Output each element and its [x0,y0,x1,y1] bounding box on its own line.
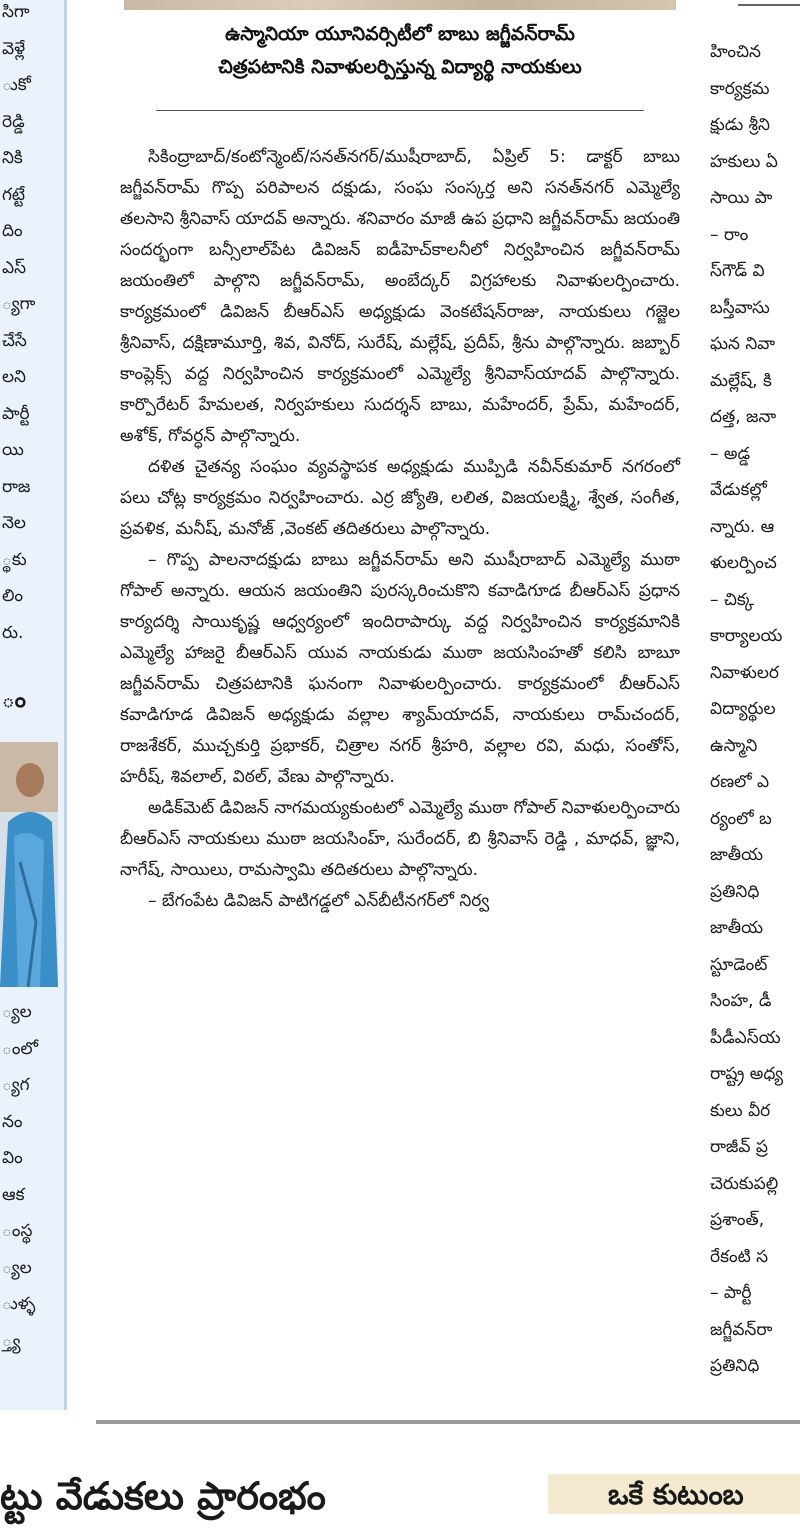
article-paragraph-1: సికింద్రాబాద్/కంటోన్మెంట్/సనత్‌నగర్/ముషీరాబాద్, ఏప్రిల్ 5: డాక్టర్ బాబు జగ్జీవన్‌రామ్ గొప్ప పరిపాలన దక్షుడు, సంఘ సంస్కర్త అని సనత్‌నగర్ ఎమ్మెల్యే తలసాని శ్రీనివాస్ యాదవ్ అన్నారు. శనివారం మాజీ ఉప ప్రధాని జగ్జీవన్‌రామ్ జయంతి సందర్భంగా బన్సీలాల్‌పేట డివిజన్ ఐడీహెచ్‌కాలనీలో నిర్వహించిన జగ్జీవన్‌రామ్ జయంతిలో పాల్గొని జగ్జీవన్‌రామ్, అంబేద్కర్ విగ్రహాలకు నివాళులర్పించారు. కార్యక్రమంలో డివిజన్ బీఆర్ఎస్ అధ్యక్షుడు వెంకటేషన్‌రాజు, నాయకులు గజ్జెల శ్రీనివాస్, దక్షిణామూర్తి, శివ, వినోద్, సురేష్, మల్లేష్, ప్రదీప్, శ్రీను పాల్గొన్నారు. జబ్బార్ కాంప్లెక్స్ వద్ద నిర్వహించిన కార్యక్రమంలో ఎమ్మెల్యే శ్రీనివాస్‌యాదవ్ పాల్గొన్నారు. కార్పొరేటర్ హేమలత, నిర్వహకులు సుదర్శన్ బాబు, మహేందర్, ప్రేమ్, మహేందర్, అశోక్, గోవర్ధన్ పాల్గొన్నారు. [120,147,680,446]
main-article-column [120,0,680,1400]
column-fragment-line: ్యల [2,1257,32,1278]
column-fragment-line: – అడ్డ [710,443,751,464]
article-paragraph-5: – బేగంపేట డివిజన్ పాటిగడ్డలో ఎన్‌బీటీనగర్‌లో నిర్వ [148,891,490,911]
left-column-fragment [0,0,67,1410]
column-fragment-line: సాయి పా [710,188,773,208]
column-fragment-line: గట్టే [2,184,26,205]
column-fragment-line: రెడ్డి [2,111,25,132]
column-fragment-line: ర్యంలో బ [710,808,772,829]
column-fragment-line: లని [2,367,26,387]
column-fragment-line: ్యగా [2,294,36,314]
woman-in-saree-photo [0,742,58,987]
side-article-header-box [548,1474,800,1514]
column-fragment-line: – రాం [710,224,749,245]
column-fragment-line: పీడీఎస్‌య [710,1027,781,1048]
column-fragment-line: రణలో ఎ [710,772,770,792]
column-fragment-line: ప్రతినిధి [710,1356,760,1376]
column-fragment-line: చేసే [2,330,27,351]
caption-line-1: ఉస్మానియా యూనివర్సిటీలో బాబు జగ్జీవన్‌రామ్ [225,23,575,45]
column-fragment-line: రాజీవ్ ప్ర [710,1137,768,1157]
caption-line-2: చిత్రపటానికి నివాళులర్పిస్తున్న విద్యార్థి నాయకులు [218,56,582,78]
column-fragment-line: దత్త, జనా [710,407,777,427]
column-fragment-line: లిం [2,586,23,606]
photo-bottom-edge [124,0,676,10]
column-fragment-line: ్యల [2,1002,32,1022]
right-column-fragment [708,0,800,1410]
column-fragment-line: ఎస్ [2,257,27,278]
column-fragment-line: ప్రశాంత్, [710,1210,765,1230]
column-fragment-line: యి [2,440,24,460]
column-fragment-line: బస్తీవాసు [710,297,770,318]
section-divider [96,1420,800,1424]
column-fragment-line: జాతీయ [710,918,763,938]
column-fragment-line: స్టూడెంట్ [710,954,768,975]
column-fragment-line: ంస్థ [2,1221,33,1241]
column-fragment-line: రాజ [2,476,31,497]
caption-divider [156,110,644,111]
column-fragment-line: ుకో [2,75,31,95]
article-paragraph-3: – గొప్ప పాలనాదక్షుడు బాబు జగ్జీవన్‌రామ్ అని ముషీరాబాద్ ఎమ్మెల్యే ముఠా గోపాల్ అన్నారు. ఆయన జయంతిని పురస్కరించుకొని కవాడిగూడ బీఆర్ఎస్ ప్రధాన కార్యదర్శి సాయికృష్ణ ఆధ్వర్యంలో ఇందిరాపార్కు వద్ద నిర్వహించిన కార్యక్రమానికి ఎమ్మెల్యే హాజరై బీఆర్ఎస్ యువ నాయకుడు ముఠా జయసింహతో కలిసి బాబూ జగ్జీవన్‌రామ్ చిత్రపటానికి ఘనంగా నివాళులర్పించారు. కార్యక్రమంలో బీఆర్ఎస్ కవాడిగూడ డివిజన్ అధ్యక్షుడు వల్లాల శ్యామ్‌యాదవ్, నాయకులు రామ్‌చందర్, రాజశేకర్, ముచ్చకుర్తి ప్రభాకర్, చిత్రాల నగర్ శ్రీహరి, వల్లాల రవి, మధు, సంతోస్, హరీష్, శివలాల్, విఠల్, వేణు పాల్గొన్నారు. [120,550,680,787]
column-fragment-line: జగ్జీవన్‌రా [710,1319,773,1340]
column-fragment-line: వెళ్లే [2,38,26,59]
article-body [120,142,680,917]
column-fragment-line: హకులు ఏ [710,151,778,172]
column-fragment-line: జాతీయ [710,845,763,865]
column-fragment-line: విం [2,1148,23,1168]
column-fragment-line: చెరుకుపల్లి [710,1173,779,1194]
column-fragment-line: ంలో [2,1038,38,1059]
column-fragment-line: కార్యాలయ [710,626,783,646]
column-fragment-line: ఘన నివా [710,334,776,354]
article-paragraph-4: అడిక్‌మెట్ డివిజన్ నాగమయ్యకుంటలో ఎమ్మెల్యే ముఠా గోపాల్ నివాళులర్పించారు బీఆర్ఎస్ నాయకులు ముఠా జయసింహ్, సురేందర్, బి శ్రీనివాస్ రెడ్డి , మాధవ్, జ్ఞాని, నాగేష్, సాయిలు, రామస్వామి తదితరులు పాల్గొన్నారు. [120,798,680,880]
column-fragment-line: నివాళులర [710,662,780,683]
column-fragment-line: ఉస్మాని [710,735,758,756]
column-fragment-line: వేడుకల్లో [710,480,767,500]
column-fragment-line: నికి [2,148,23,168]
left-column-photo [0,742,58,987]
column-fragment-line: నం [2,1111,23,1132]
column-fragment-line: న్నారు. ఆ [710,516,775,537]
column-fragment-line: కులు వీర [710,1100,771,1121]
column-fragment-line: ఆక [2,1184,25,1205]
column-fragment-line: ప్రతినిధి [710,881,760,902]
column-fragment-line: మల్లేష్, కి [710,370,772,391]
column-fragment-line: ్యగ [2,1075,30,1095]
column-fragment-line: విద్యార్థుల [710,699,776,719]
column-fragment-line: నెల [2,513,26,533]
column-fragment-line: పార్టీ [2,403,30,424]
column-fragment-line: ుళ్ళ [2,1294,36,1314]
column-fragment-line: ళులర్పించ [710,553,777,573]
column-fragment-line: క్షుడు శ్రీని [710,115,770,135]
column-fragment-line: ్త్య [2,1330,21,1351]
column-fragment-line: కార్యక్రమ [710,78,770,99]
column-fragment-line: రేకంటి స [710,1246,769,1267]
column-fragment-line: – చిక్క [710,589,755,610]
photo-caption [120,18,680,84]
right-column-top-rule [738,4,800,6]
column-fragment-line: సిగా [2,2,30,22]
side-article-headline: ఒకే కుటుంబ [608,1478,744,1511]
article-paragraph-2: దళిత చైతన్య సంఘం వ్యవస్థాపక అధ్యక్షుడు ముప్పిడి నవీన్‌కుమార్ నగరంలో పలు చోట్ల కార్యక్రమం నిర్వహించారు. ఎర్ర జ్యోతి, లలిత, విజయలక్ష్మి, శ్వేత, సంగీత, ప్రవళిక, మనీష్, మనోజ్ ,వెంకట్ తదితరులు పాల్గొన్నారు. [120,457,680,539]
column-fragment-line: రాష్ట్ర అధ్య [710,1064,784,1084]
column-fragment-line: స్‌గౌడ్ వి [710,261,765,281]
next-article-headline: ట్టు వేడుకలు ప్రారంభం [0,1474,326,1518]
left-column-heading: ం [2,688,26,713]
column-fragment-line: దిం [2,221,23,241]
column-fragment-line: హించిన [710,42,761,62]
column-fragment-line: రు. [2,622,24,643]
column-fragment-line: ్థకు [2,549,27,570]
column-fragment-line: – పార్టీ [710,1283,752,1303]
column-fragment-line: సింహ, డీ [710,991,772,1011]
